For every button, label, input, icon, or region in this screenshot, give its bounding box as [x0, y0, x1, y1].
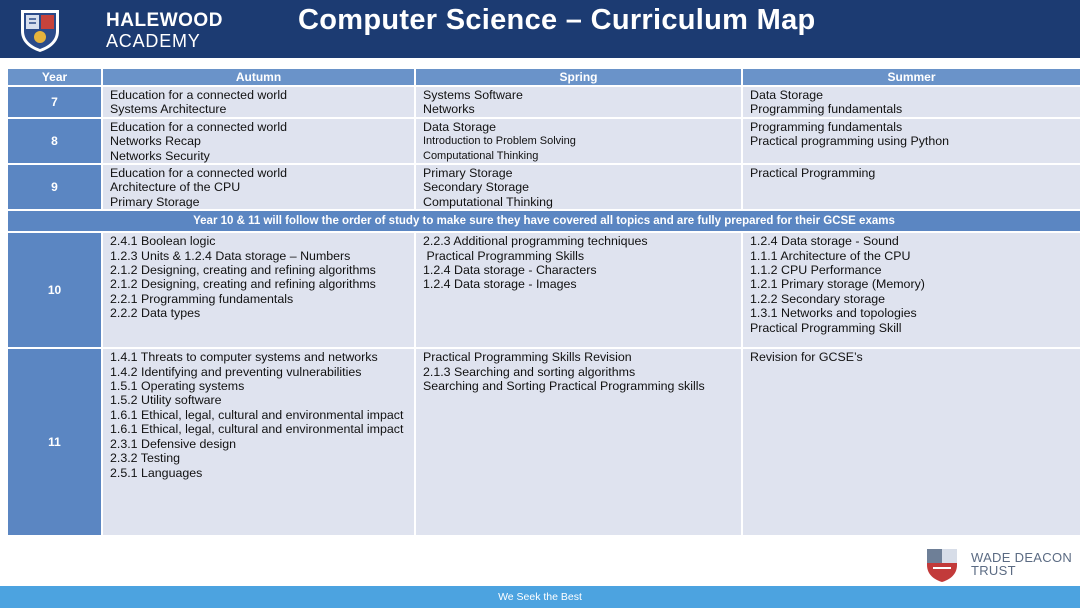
topic-item: Programming fundamentals: [750, 119, 903, 134]
summer-cell: [742, 232, 1080, 348]
topic-item: Practical Programming Skills: [423, 248, 585, 263]
topic-item: Practical programming using Python: [750, 134, 950, 149]
topic-item: Architecture of the CPU: [110, 180, 241, 195]
school-name: [106, 10, 223, 52]
topic-item: Programming fundamentals: [750, 102, 903, 117]
summer-cell: [742, 86, 1080, 118]
curriculum-table: [6, 67, 1080, 537]
topic-item: 1.2.4 Data storage - Images: [423, 277, 577, 292]
halewood-crest-icon: [17, 7, 63, 53]
topic-item: Primary Storage: [110, 194, 200, 209]
topic-item: 1.5.1 Operating systems: [110, 379, 245, 394]
header-autumn: Autumn: [102, 68, 415, 86]
gcse-banner: Year 10 & 11 will follow the order of study to make sure they have covered all topics and are fully prepared for their GCSE exams: [7, 210, 1080, 232]
topic-item: 2.1.2 Designing, creating and refining algorithms: [110, 263, 376, 278]
topic-item: Data Storage: [750, 88, 824, 102]
table-header-row: [7, 68, 1080, 86]
topic-item: Practical Programming: [750, 166, 876, 181]
topic-item: 1.6.1 Ethical, legal, cultural and environmental impact: [110, 422, 404, 437]
table-row: [7, 348, 1080, 536]
table-row: [7, 164, 1080, 210]
autumn-cell: [102, 164, 415, 210]
topic-item: Practical Programming Skills Revision: [423, 350, 632, 365]
table-row: [7, 118, 1080, 164]
topic-item: Education for a connected world: [110, 119, 288, 134]
topic-item: Introduction to Problem Solving: [423, 135, 576, 148]
topic-item: 2.4.1 Boolean logic: [110, 234, 216, 249]
spring-cell: [415, 232, 742, 348]
page-header: [0, 0, 1080, 58]
topic-item: Systems Software: [423, 88, 523, 102]
topic-item: 1.2.4 Data storage - Sound: [750, 234, 899, 249]
topic-item: Searching and Sorting Practical Programming skills: [423, 379, 705, 394]
spring-cell: [415, 86, 742, 118]
topic-item: 1.1.1 Architecture of the CPU: [750, 248, 911, 263]
summer-cell: [742, 164, 1080, 210]
year-cell: 11: [7, 348, 102, 536]
school-name-line2: ACADEMY: [106, 31, 201, 51]
header-summer: Summer: [742, 68, 1080, 86]
topic-item: Networks Recap: [110, 134, 201, 149]
topic-item: Data Storage: [423, 119, 497, 134]
topic-item: 2.3.1 Defensive design: [110, 436, 237, 451]
table-row: [7, 86, 1080, 118]
year-cell: 10: [7, 232, 102, 348]
trust-name-line2: TRUST: [971, 563, 1016, 578]
topic-item: Primary Storage: [423, 166, 513, 181]
topic-item: 2.5.1 Languages: [110, 465, 203, 480]
trust-name-line1: WADE DEACON: [971, 550, 1073, 565]
footer-motto: We Seek the Best: [498, 591, 582, 603]
autumn-cell: [102, 118, 415, 164]
topic-item: 1.2.1 Primary storage (Memory): [750, 277, 925, 292]
header-year: Year: [7, 68, 102, 86]
topic-item: Networks Security: [110, 148, 210, 163]
table-row: [7, 232, 1080, 348]
topic-item: 1.1.2 CPU Performance: [750, 263, 882, 278]
school-name-line1: HALEWOOD: [106, 10, 223, 31]
summer-cell: [742, 118, 1080, 164]
spring-cell: [415, 164, 742, 210]
topic-item: 2.1.2 Designing, creating and refining algorithms: [110, 277, 376, 292]
autumn-cell: [102, 348, 415, 536]
topic-item: Secondary Storage: [423, 180, 530, 195]
topic-item: 1.4.2 Identifying and preventing vulnerabilities: [110, 364, 362, 379]
topic-item: 1.2.4 Data storage - Characters: [423, 263, 597, 278]
header-spring: Spring: [415, 68, 742, 86]
wade-deacon-crest-icon: [925, 547, 959, 583]
topic-item: Computational Thinking: [423, 149, 539, 162]
topic-item: Education for a connected world: [110, 88, 288, 102]
spring-cell: [415, 118, 742, 164]
topic-item: Practical Programming Skill: [750, 320, 902, 335]
spring-cell: [415, 348, 742, 536]
topic-item: 2.2.3 Additional programming techniques: [423, 234, 648, 249]
year-cell: 7: [7, 86, 102, 118]
topic-item: 1.4.1 Threats to computer systems and networks: [110, 350, 378, 365]
topic-item: Education for a connected world: [110, 166, 288, 181]
topic-item: Revision for GCSE’s: [750, 350, 863, 365]
topic-item: 1.2.3 Units & 1.2.4 Data storage – Numbers: [110, 248, 351, 263]
table-banner-row: [7, 210, 1080, 232]
footer-bar: [0, 586, 1080, 608]
trust-name: [971, 551, 1072, 577]
summer-cell: [742, 348, 1080, 536]
page-title: Computer Science – Curriculum Map: [298, 4, 816, 36]
topic-item: 1.5.2 Utility software: [110, 393, 222, 408]
year-cell: 8: [7, 118, 102, 164]
topic-item: 2.2.1 Programming fundamentals: [110, 291, 294, 306]
autumn-cell: [102, 86, 415, 118]
topic-item: 2.1.3 Searching and sorting algorithms: [423, 364, 636, 379]
topic-item: 1.2.2 Secondary storage: [750, 291, 886, 306]
topic-item: 2.3.2 Testing: [110, 451, 181, 466]
topic-item: Computational Thinking: [423, 194, 553, 209]
topic-item: 1.6.1 Ethical, legal, cultural and environmental impact: [110, 407, 404, 422]
topic-item: Networks: [423, 102, 475, 117]
topic-item: Systems Architecture: [110, 102, 227, 117]
autumn-cell: [102, 232, 415, 348]
topic-item: 1.3.1 Networks and topologies: [750, 306, 917, 321]
topic-item: 2.2.2 Data types: [110, 306, 201, 321]
year-cell: 9: [7, 164, 102, 210]
